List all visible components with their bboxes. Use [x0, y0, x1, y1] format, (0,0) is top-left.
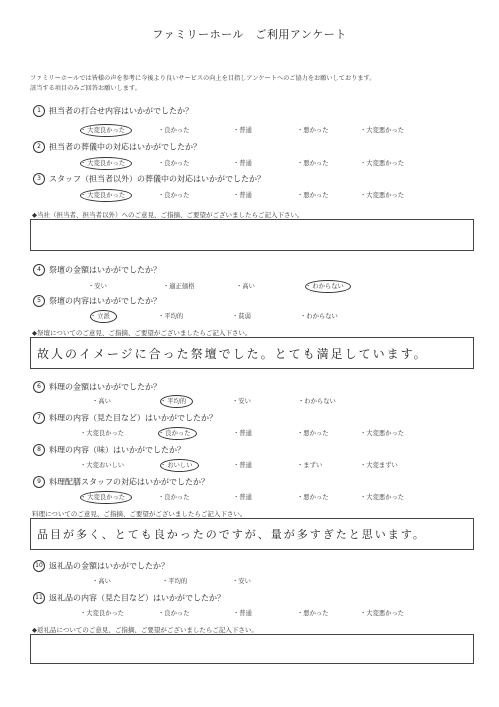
- q3-option-3[interactable]: ・ 普通: [233, 190, 252, 199]
- q6-option-4[interactable]: ・ わからない: [298, 396, 336, 405]
- q3-option-4[interactable]: ・ 悪かった: [297, 190, 328, 199]
- question-3: [33, 173, 265, 185]
- question-number: 5: [33, 295, 45, 307]
- q9-option-3[interactable]: ・ 普通: [233, 492, 252, 501]
- selected-circle: おいしい: [160, 459, 199, 472]
- question-text: 返礼品の内容（見た目など）はいかがでしたか？: [49, 593, 225, 603]
- q7-option-1[interactable]: ・ 大変良かった: [80, 428, 124, 437]
- q5-option-3[interactable]: ・ 貧弱: [232, 311, 251, 320]
- question-6: [33, 381, 161, 393]
- question-5: [33, 295, 161, 307]
- q3-option-5[interactable]: ・ 大変悪かった: [360, 190, 404, 199]
- q11-option-2[interactable]: ・ 良かった: [158, 608, 189, 617]
- q2-option-5[interactable]: ・ 大変悪かった: [360, 158, 404, 167]
- selected-circle: わからない: [305, 280, 350, 293]
- q2-option-4[interactable]: ・ 悪かった: [297, 158, 328, 167]
- q8-option-3[interactable]: ・ 普通: [233, 460, 252, 469]
- q7-option-4[interactable]: ・ 悪かった: [297, 428, 328, 437]
- q11-option-3[interactable]: ・ 普通: [233, 608, 252, 617]
- q6-option-3[interactable]: ・ 安い: [232, 396, 251, 405]
- comment-1-label: ◆当社（担当者、担当者以外）へのご意見、ご指摘、ご要望がございましたらご記入下さい。: [32, 211, 304, 219]
- question-1: [33, 105, 193, 117]
- q10-option-2[interactable]: ・ 平均的: [162, 576, 187, 585]
- comment-1-box[interactable]: [30, 219, 474, 251]
- selected-circle: 平均的: [160, 395, 193, 408]
- comment-3-box[interactable]: [30, 518, 474, 550]
- question-8: [33, 444, 185, 456]
- q9-option-2[interactable]: ・ 良かった: [158, 492, 189, 501]
- question-number: 10: [33, 560, 45, 572]
- question-number: 2: [33, 141, 45, 153]
- q11-option-1[interactable]: ・ 大変良かった: [80, 608, 124, 617]
- q1-option-4[interactable]: ・ 悪かった: [297, 125, 328, 134]
- comment-2-box[interactable]: [30, 337, 474, 369]
- q6-option-1[interactable]: ・ 高い: [92, 396, 111, 405]
- question-text: 祭壇の内容はいかがでしたか？: [49, 296, 161, 306]
- q6-option-2[interactable]: [160, 396, 193, 405]
- comment-3-label: 料理についてのご意見、ご指摘、ご要望がございましたらご記入下さい。: [32, 510, 247, 518]
- question-10: [33, 560, 169, 572]
- question-text: 担当者の葬儀中の対応はいかがでしたか？: [49, 142, 201, 152]
- q8-option-1[interactable]: ・ 大変おいしい: [80, 460, 124, 469]
- q1-option-1[interactable]: [80, 125, 132, 134]
- handwritten-comment: 故人のイメージに合った祭壇でした。とても満足しています。: [37, 347, 428, 361]
- question-number: 3: [33, 173, 45, 185]
- comment-4-box[interactable]: [30, 634, 474, 664]
- question-4: [33, 264, 161, 276]
- question-7: [33, 412, 217, 424]
- q7-option-3[interactable]: ・ 普通: [233, 428, 252, 437]
- question-number: 1: [33, 105, 45, 117]
- q5-option-4[interactable]: ・ わからない: [300, 311, 338, 320]
- q4-option-1[interactable]: ・ 安い: [88, 281, 107, 290]
- comment-2-label: ◆祭壇についてのご意見、ご指摘、ご要望がございましたらご記入下さい。: [32, 329, 252, 337]
- question-number: 8: [33, 444, 45, 456]
- q9-option-5[interactable]: ・ 大変悪かった: [360, 492, 404, 501]
- q11-option-5[interactable]: ・ 大変悪かった: [360, 608, 404, 617]
- q1-option-2[interactable]: ・ 良かった: [158, 125, 189, 134]
- q4-option-3[interactable]: ・ 高い: [236, 281, 255, 290]
- q9-option-1[interactable]: [80, 492, 132, 501]
- question-text: 料理の内容（見た目など）はいかがでしたか？: [49, 413, 217, 423]
- selected-circle: 大変良かった: [80, 189, 132, 202]
- q4-option-4[interactable]: [305, 281, 351, 290]
- question-11: [33, 592, 225, 604]
- q7-option-5[interactable]: ・ 大変悪かった: [360, 428, 404, 437]
- selected-circle: 大変良かった: [80, 491, 132, 504]
- question-text: スタッフ（担当者以外）の葬儀中の対応はいかがでしたか？: [49, 174, 265, 184]
- q3-option-2[interactable]: ・ 良かった: [158, 190, 189, 199]
- survey-title: ファミリーホール ご利用アンケート: [152, 28, 347, 41]
- q4-option-2[interactable]: ・ 適正価格: [163, 281, 194, 290]
- selected-circle: 良かった: [158, 427, 197, 440]
- question-text: 料理の金額はいかがでしたか？: [49, 382, 161, 392]
- selected-circle: 立派: [90, 310, 117, 323]
- question-2: [33, 141, 201, 153]
- q7-option-2[interactable]: [158, 428, 197, 437]
- question-number: 9: [33, 476, 45, 488]
- q5-option-2[interactable]: ・ 平均的: [158, 311, 183, 320]
- question-number: 4: [33, 264, 45, 276]
- question-text: 料理配膳スタッフの対応はいかがでしたか？: [49, 477, 209, 487]
- q8-option-5[interactable]: ・ 大変まずい: [360, 460, 398, 469]
- question-number: 6: [33, 381, 45, 393]
- q9-option-4[interactable]: ・ 悪かった: [297, 492, 328, 501]
- handwritten-comment: 品目が多く、とても良かったのですが、量が多すぎたと思います。: [37, 528, 426, 541]
- q10-option-3[interactable]: ・ 安い: [232, 576, 251, 585]
- q8-option-2[interactable]: [160, 460, 199, 469]
- question-text: 祭壇の金額はいかがでしたか？: [49, 265, 161, 275]
- selected-circle: 大変良かった: [80, 157, 132, 170]
- question-9: [33, 476, 209, 488]
- question-text: 料理の内容（味）はいかがでしたか？: [49, 445, 185, 455]
- q8-option-4[interactable]: ・ まずい: [297, 460, 322, 469]
- comment-4-label: ◆返礼品についてのご意見、ご指摘、ご要望がございましたらご記入下さい。: [32, 626, 258, 634]
- q2-option-3[interactable]: ・ 普通: [233, 158, 252, 167]
- q1-option-5[interactable]: ・ 大変悪かった: [360, 125, 404, 134]
- intro-line-1: ファミリーホールでは皆様の声を参考に今後より良いサービスの向上を目指しアンケートへのご協力をお願いしております。: [30, 75, 376, 82]
- q11-option-4[interactable]: ・ 悪かった: [297, 608, 328, 617]
- question-text: 担当者の打合せ内容はいかがでしたか？: [49, 106, 193, 116]
- q1-option-3[interactable]: ・ 普通: [233, 125, 252, 134]
- question-number: 7: [33, 412, 45, 424]
- selected-circle: 大変良かった: [80, 124, 132, 137]
- q2-option-2[interactable]: ・ 良かった: [158, 158, 189, 167]
- q2-option-1[interactable]: [80, 158, 132, 167]
- q10-option-1[interactable]: ・ 高い: [92, 576, 111, 585]
- question-text: 返礼品の金額はいかがでしたか？: [49, 561, 169, 571]
- intro-line-2: 該当する項目のみご回答お願いします。: [30, 85, 141, 92]
- q3-option-1[interactable]: [80, 190, 132, 199]
- q5-option-1[interactable]: [90, 311, 117, 320]
- question-number: 11: [33, 592, 45, 604]
